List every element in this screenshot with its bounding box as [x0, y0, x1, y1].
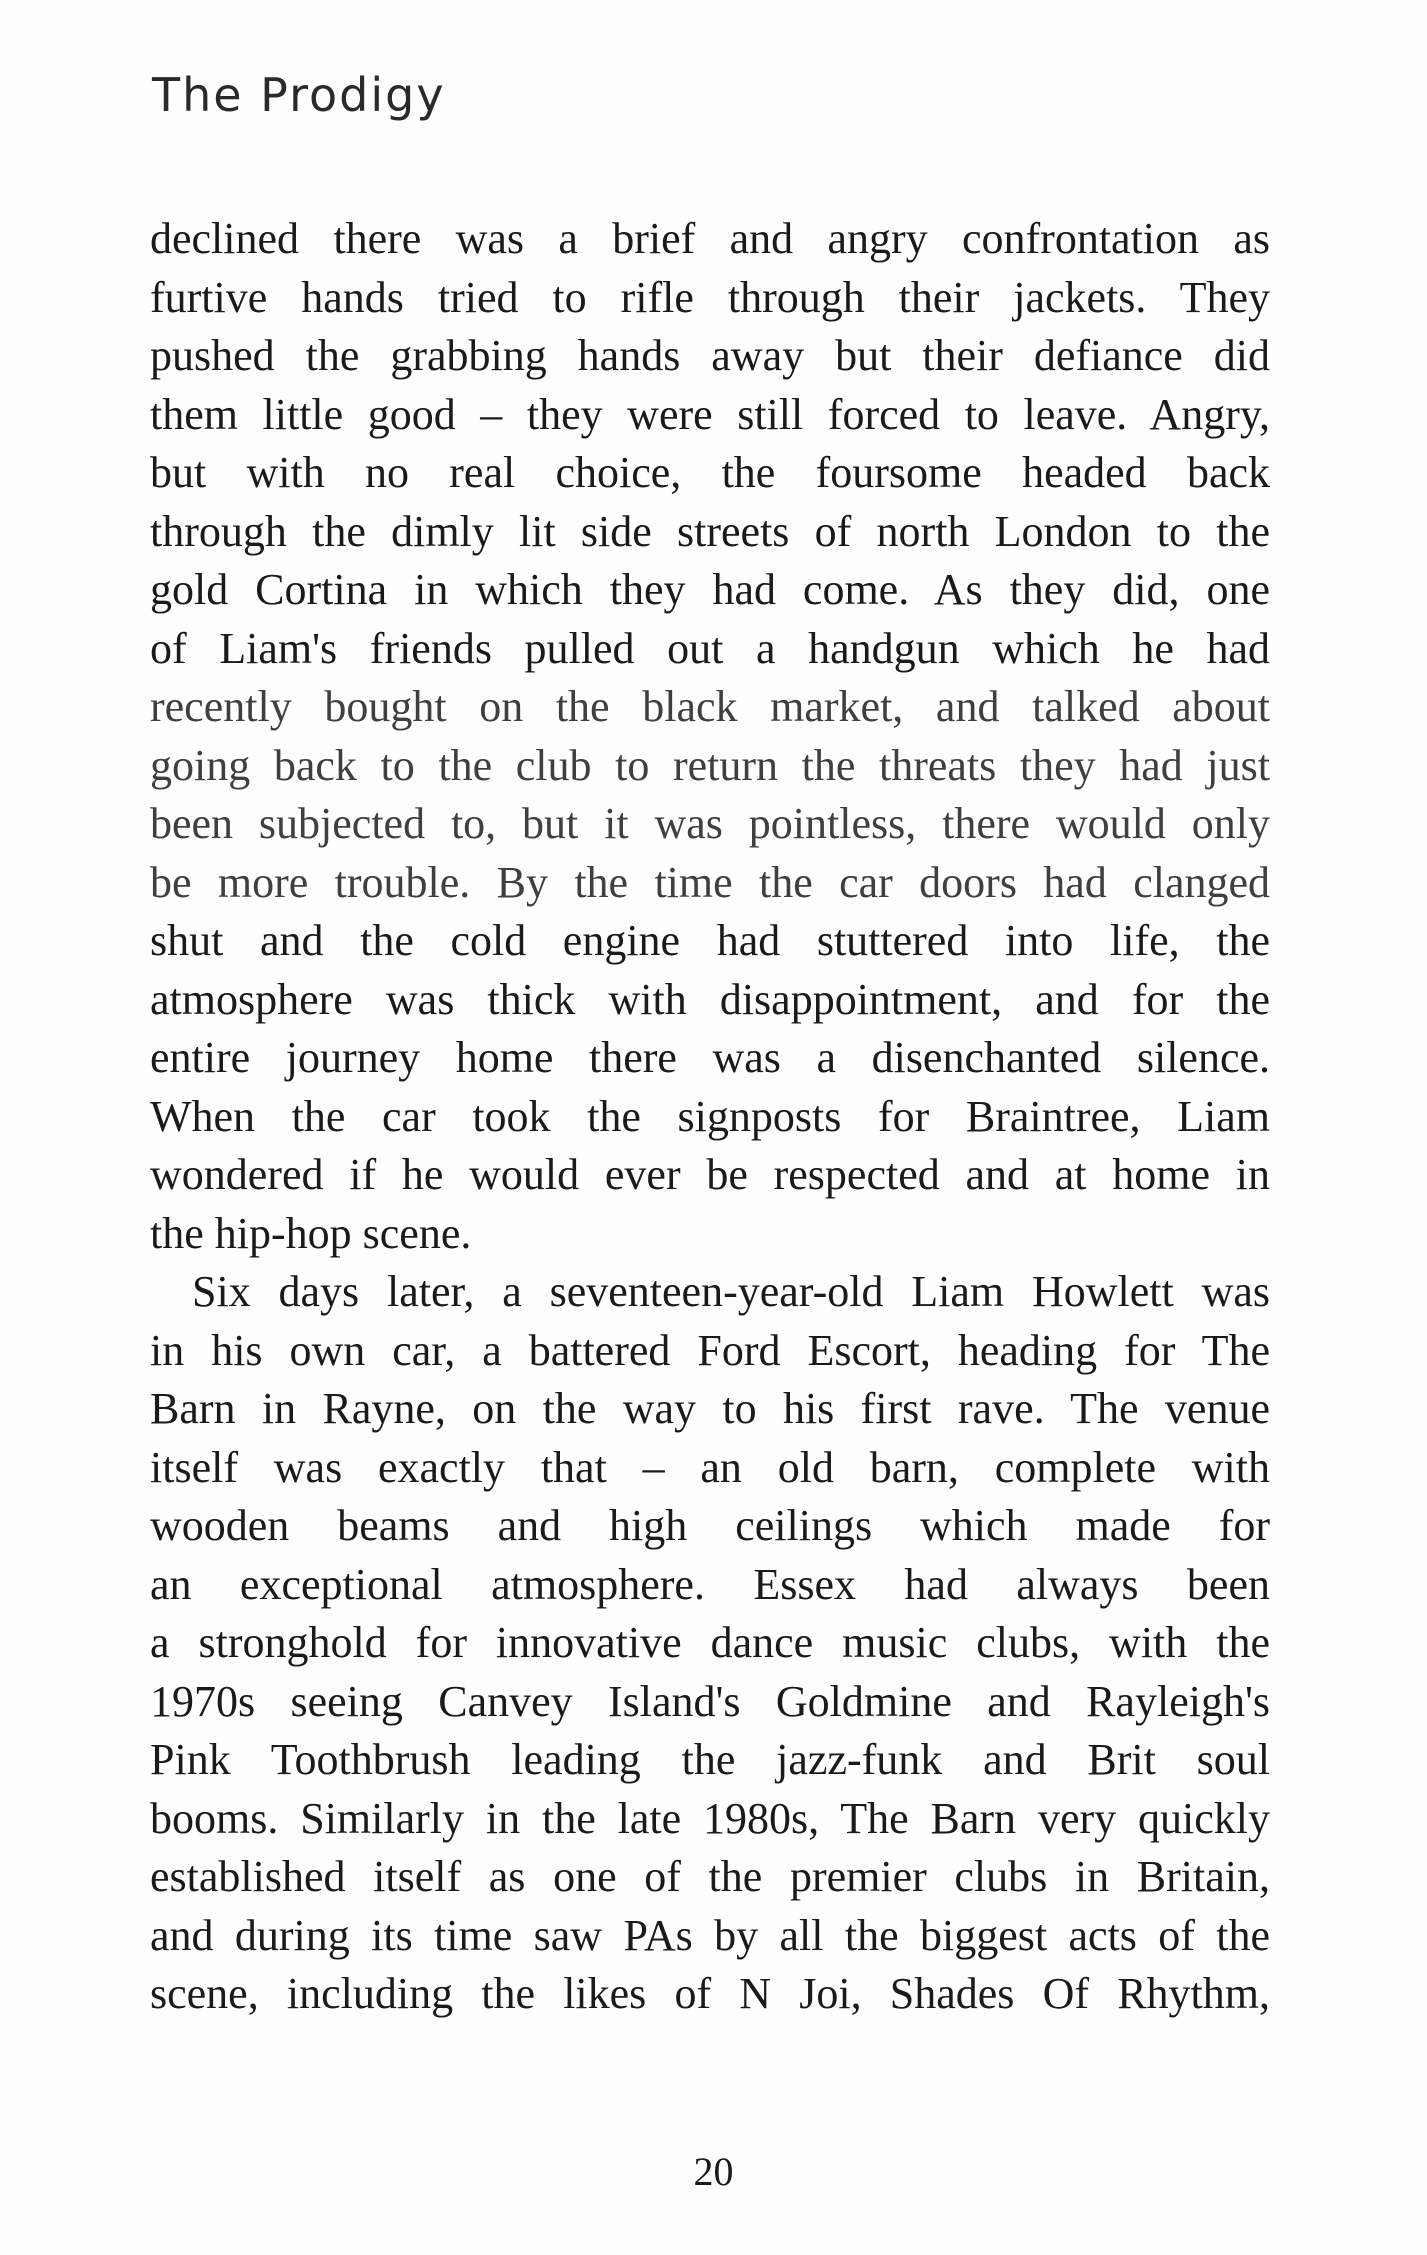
text-line: When the car took the signposts for Braintree, Liam [150, 1091, 1270, 1141]
text-line: of Liam's friends pulled out a handgun which he had [150, 623, 1270, 673]
paragraph-2 [150, 1263, 1270, 2024]
text-line: scene, including the likes of N Joi, Shades Of Rhythm, [150, 1969, 1270, 2018]
text-line: furtive hands tried to rifle through their jackets. They [150, 272, 1270, 322]
text-line: atmosphere was thick with disappointment, and for the [150, 974, 1270, 1024]
text-line: itself was exactly that – an old barn, complete with [150, 1442, 1270, 1492]
text-line: be more trouble. By the time the car doors had clanged [150, 857, 1270, 907]
text-line: entire journey home there was a disenchanted silence. [150, 1033, 1270, 1082]
text-line: shut and the cold engine had stuttered into life, the [150, 916, 1270, 965]
paragraph-1 [150, 210, 1270, 1263]
text-line: a stronghold for innovative dance music clubs, with the [150, 1618, 1270, 1667]
running-head-title: The Prodigy [152, 68, 446, 122]
text-line: them little good – they were still forced to leave. Angry, [150, 389, 1270, 439]
text-line: wooden beams and high ceilings which made for [150, 1501, 1270, 1550]
text-line: Barn in Rayne, on the way to his first rave. The venue [150, 1384, 1270, 1433]
text-line: declined there was a brief and angry confrontation as [150, 214, 1270, 263]
text-line: but with no real choice, the foursome headed back [150, 448, 1270, 497]
text-line: gold Cortina in which they had come. As they did, one [150, 565, 1270, 614]
text-line: wondered if he would ever be respected and at home in [150, 1150, 1270, 1199]
page-number: 20 [693, 2149, 734, 2194]
text-line: and during its time saw PAs by all the biggest acts of the [150, 1910, 1270, 1960]
text-line: through the dimly lit side streets of north London to the [150, 506, 1270, 556]
body-text [150, 210, 1270, 2024]
text-line: an exceptional atmosphere. Essex had always been [150, 1559, 1270, 1609]
text-line: Six days later, a seventeen-year-old Liam Howlett was [192, 1267, 1270, 1316]
text-line: recently bought on the black market, and talked about [150, 682, 1270, 731]
text-line: in his own car, a battered Ford Escort, heading for The [150, 1325, 1270, 1375]
text-line: going back to the club to return the threats they had just [150, 740, 1270, 790]
text-line: been subjected to, but it was pointless, there would only [150, 799, 1270, 848]
text-line: Pink Toothbrush leading the jazz-funk and Brit soul [150, 1735, 1270, 1784]
text-line: pushed the grabbing hands away but their defiance did [150, 331, 1270, 380]
text-line: booms. Similarly in the late 1980s, The Barn very quickly [150, 1793, 1270, 1843]
text-line: 1970s seeing Canvey Island's Goldmine and Rayleigh's [150, 1676, 1270, 1726]
text-line: established itself as one of the premier clubs in Britain, [150, 1852, 1270, 1901]
text-line: the hip-hop scene. [150, 1208, 472, 1258]
